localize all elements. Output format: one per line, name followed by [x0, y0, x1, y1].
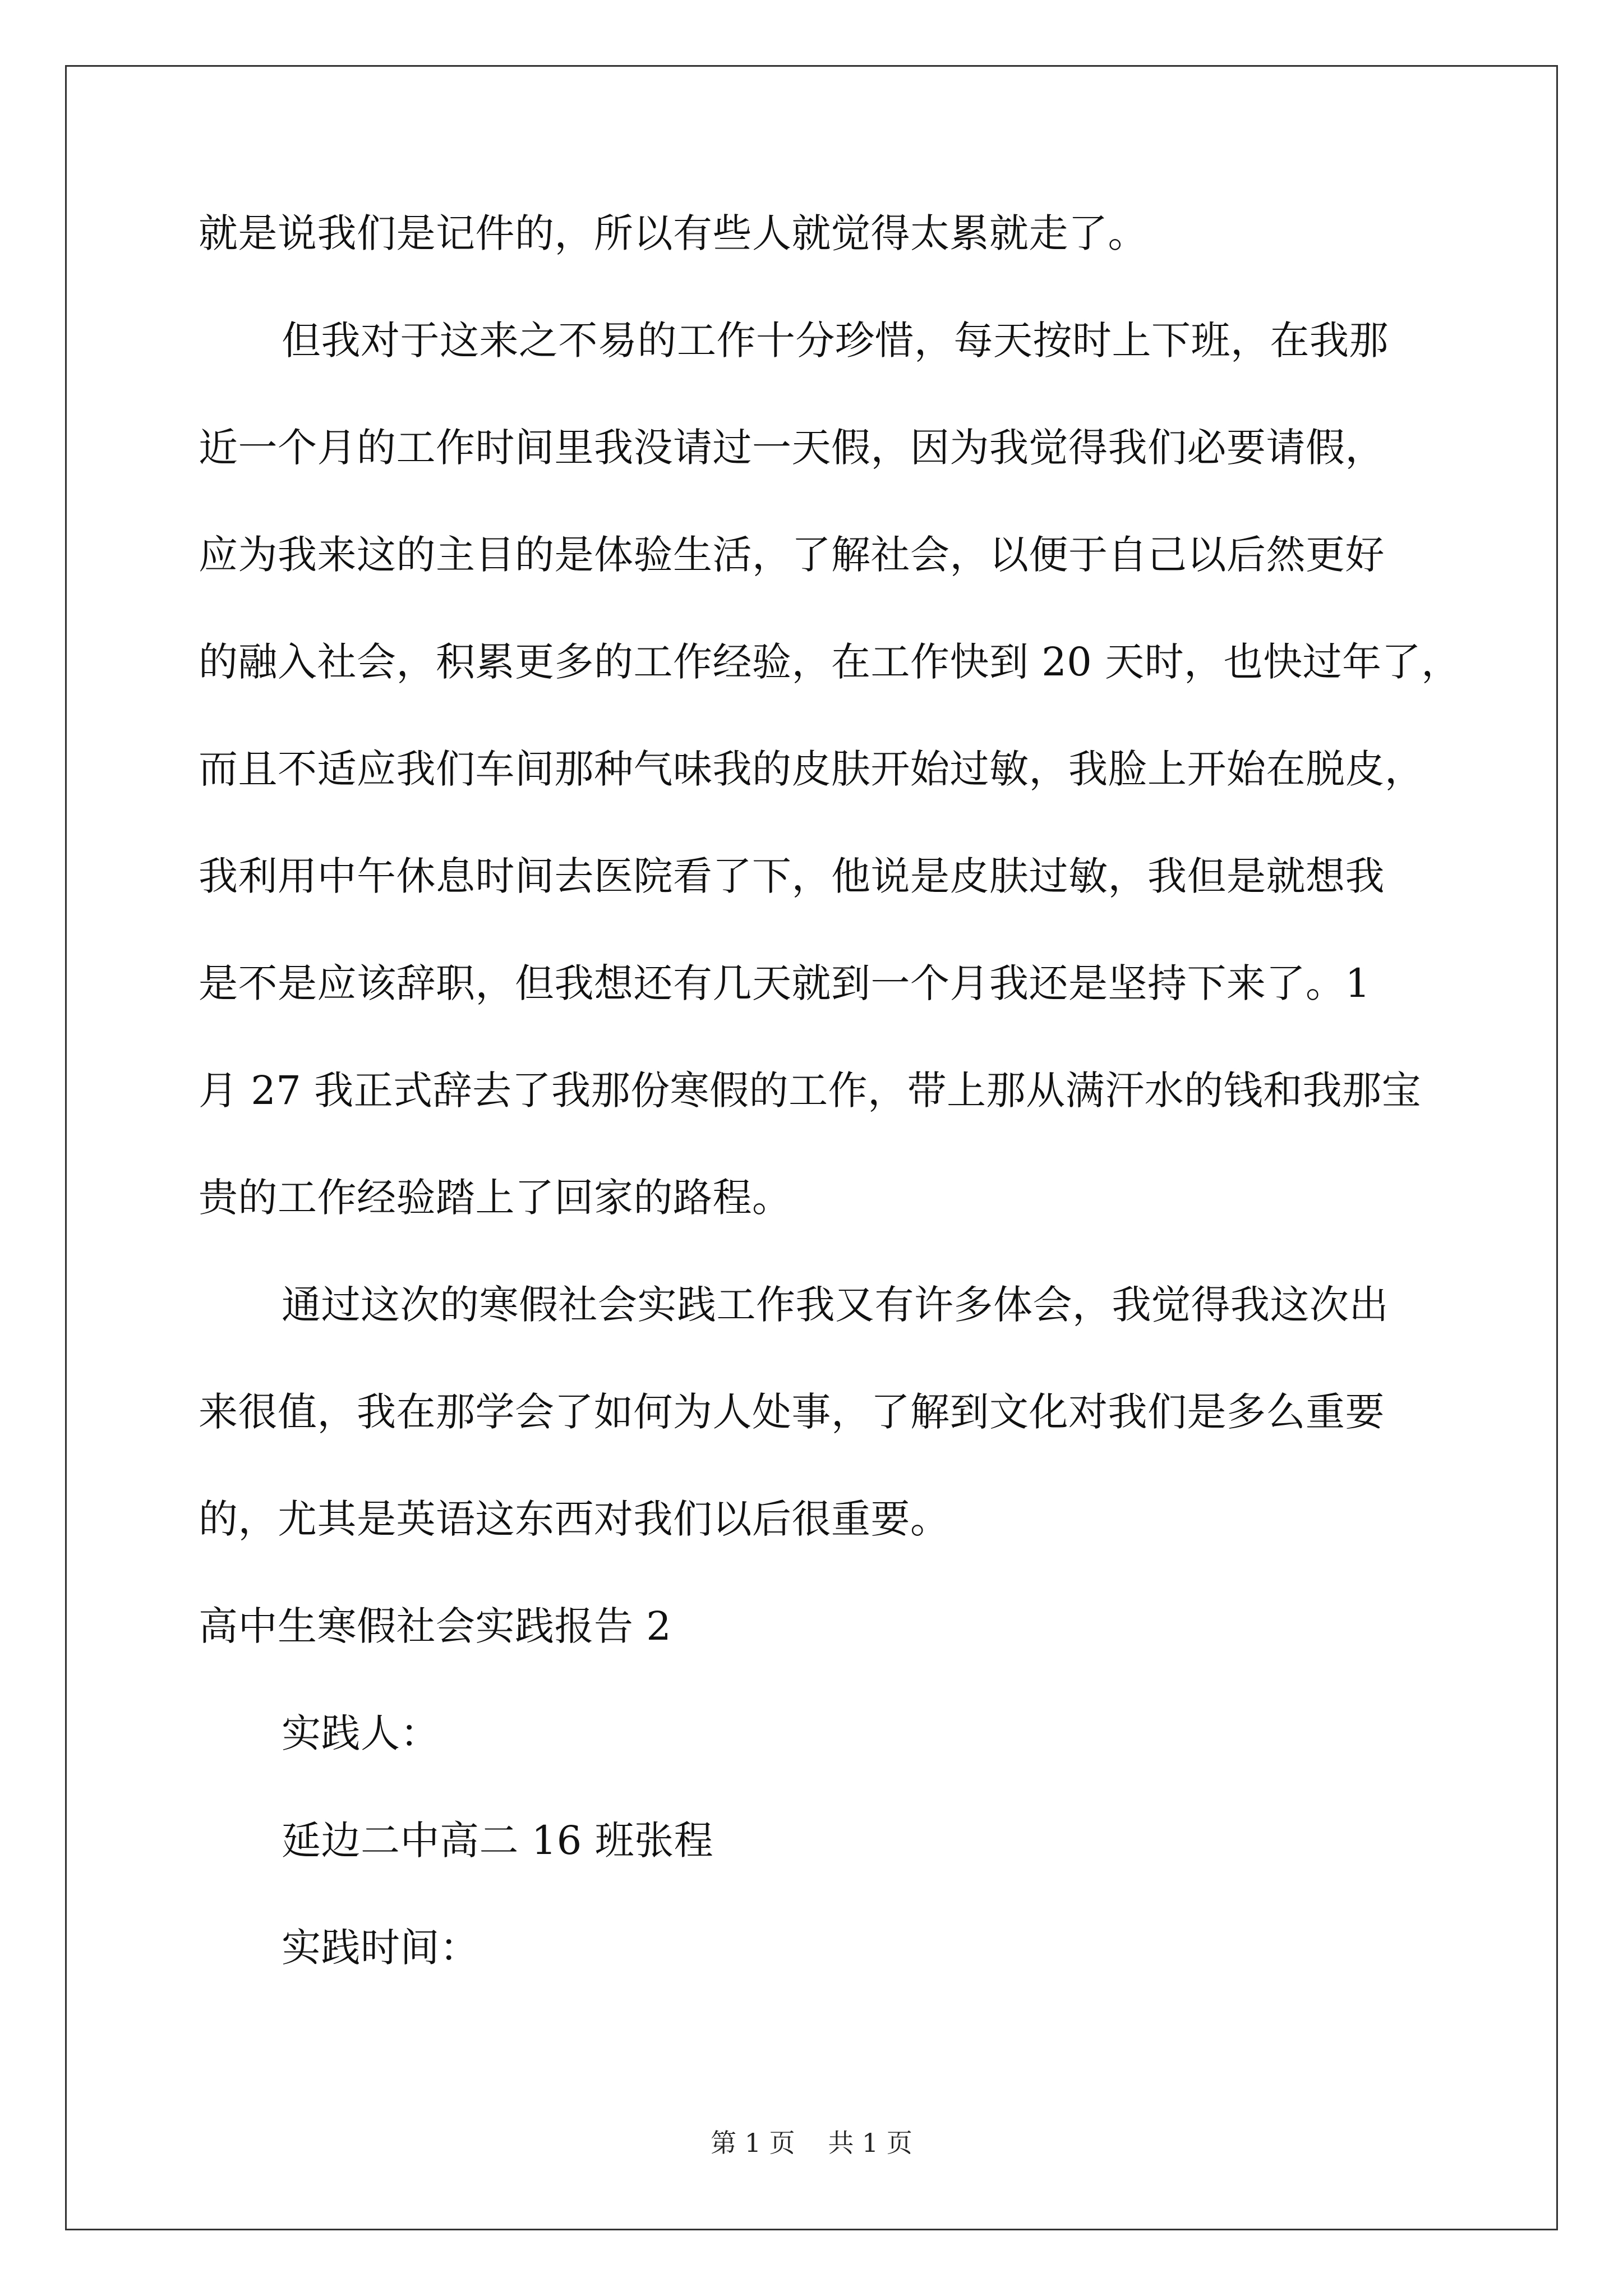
paragraph-line: 我利用中午休息时间去医院看了下，他说是皮肤过敏，我但是就想我 — [199, 853, 1385, 899]
paragraph-line: 应为我来这的主目的是体验生活，了解社会，以便于自己以后然更好 — [199, 532, 1385, 578]
field-value: 延边二中高二 16 班张程 — [282, 1818, 714, 1864]
field-label: 实践人： — [282, 1710, 440, 1756]
paragraph-line: 就是说我们是记件的，所以有些人就觉得太累就走了。 — [199, 210, 1147, 256]
page-total: 共 1 页 — [828, 2128, 912, 2158]
paragraph-line: 贵的工作经验踏上了回家的路程。 — [199, 1175, 792, 1221]
paragraph-line: 通过这次的寒假社会实践工作我又有许多体会，我觉得我这次出 — [282, 1282, 1389, 1328]
document-body — [199, 206, 1488, 2028]
paragraph-line: 的，尤其是英语这东西对我们以后很重要。 — [199, 1496, 950, 1542]
paragraph-line: 但我对于这来之不易的工作十分珍惜，每天按时上下班，在我那 — [282, 318, 1389, 364]
field-label: 实践时间： — [282, 1925, 479, 1971]
paragraph-line: 的融入社会，积累更多的工作经验，在工作快到 20 天时，也快过年了， — [199, 639, 1461, 685]
paragraph-line: 近一个月的工作时间里我没请过一天假，因为我觉得我们必要请假， — [199, 425, 1385, 471]
paragraph-line: 而且不适应我们车间那种气味我的皮肤开始过敏，我脸上开始在脱皮， — [199, 746, 1424, 792]
paragraph-line: 是不是应该辞职，但我想还有几天就到一个月我还是坚持下来了。1 — [199, 960, 1371, 1006]
page-footer — [0, 2126, 1623, 2160]
paragraph-line: 月 27 我正式辞去了我那份寒假的工作，带上那从满汗水的钱和我那宝 — [199, 1068, 1422, 1114]
page-number: 第 1 页 — [711, 2128, 795, 2158]
paragraph-line: 来很值，我在那学会了如何为人处事，了解到文化对我们是多么重要 — [199, 1389, 1385, 1435]
section-heading: 高中生寒假社会实践报告 2 — [199, 1603, 672, 1649]
